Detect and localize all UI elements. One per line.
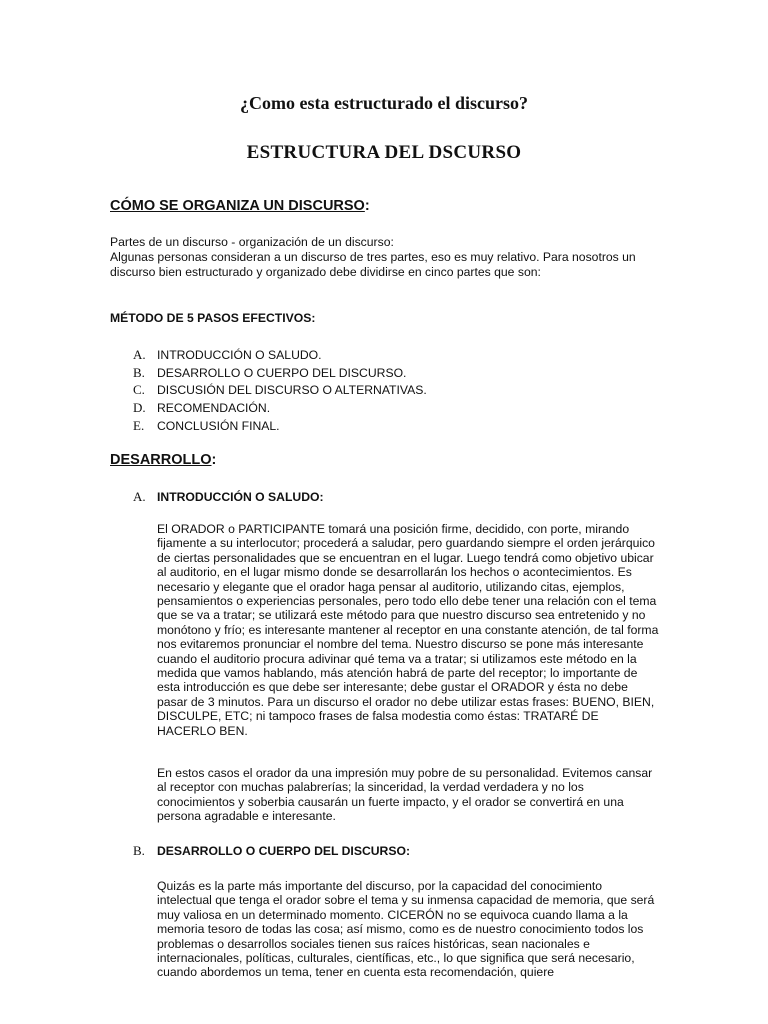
intro-line: Algunas personas consideran a un discurso de tres partes, eso es muy relativo. Para nosotros un discurso bien estructurado y organizado debe dividirse en cinco partes que son: xyxy=(110,250,636,279)
develop-heading-colon: : xyxy=(211,452,217,468)
section-a-paragraph-2: En estos casos el orador da una impresión muy pobre de su personalidad. Evitemos cansar al receptor con muchas palabrerías; la sinceridad, la verdad verdadera y no los conocimientos y soberbia causarán un fuerte impacto, y el orador se convertirá en una persona agradable e interesante. xyxy=(157,766,653,824)
step-letter: D. xyxy=(133,400,146,416)
method-heading: MÉTODO DE 5 PASOS EFECTIVOS: xyxy=(110,311,316,325)
step-item xyxy=(133,364,427,382)
section-a-letter: A. xyxy=(133,489,146,504)
step-item xyxy=(133,399,427,417)
section-b-heading xyxy=(133,843,410,859)
section-b-letter: B. xyxy=(133,843,145,858)
step-label: DISCUSIÓN DEL DISCURSO O ALTERNATIVAS. xyxy=(157,383,427,398)
step-label: INTRODUCCIÓN O SALUDO. xyxy=(157,348,322,362)
structure-title: ESTRUCTURA DEL DSCURSO xyxy=(246,142,522,163)
organize-heading xyxy=(110,198,370,214)
question-title: ¿Como esta estructurado el discurso? xyxy=(240,93,528,113)
develop-heading-text: DESARROLLO xyxy=(110,452,212,468)
step-item xyxy=(133,417,427,435)
step-letter: B. xyxy=(133,364,145,380)
step-letter: A. xyxy=(133,347,146,362)
step-label: CONCLUSIÓN FINAL. xyxy=(157,418,280,433)
step-letter: C. xyxy=(133,382,145,398)
section-b-paragraph-1: Quizás es la parte más importante del discurso, por la capacidad del conocimiento intelectual que tenga el orador sobre el tema y su inmensa capacidad de memoria, que será muy valiosa en un determinado momento. CICERÓN no se equivoca cuando llama a la memoria tesoro de todas las cosa; así mismo, como es de nuestro conocimiento todos los problemas o desarrollos sociales tienen sus raíces históricas, sean nacionales e internacionales, políticas, culturales, científicas, etc., lo que significa que será necesario, cuando abordemos un tema, tener en cuenta esta recomendación, quiere xyxy=(157,879,655,980)
step-item xyxy=(133,381,427,399)
organize-heading-colon: : xyxy=(364,198,370,214)
intro-paragraph xyxy=(110,235,670,280)
develop-heading xyxy=(110,452,216,468)
section-a-title: INTRODUCCIÓN O SALUDO: xyxy=(157,490,324,504)
steps-list xyxy=(133,346,427,434)
organize-heading-text: CÓMO SE ORGANIZA UN DISCURSO xyxy=(110,198,365,214)
section-a-paragraph-1: El ORADOR o PARTICIPANTE tomará una posición firme, decidido, con porte, mirando fijamente a su interlocutor; procederá a saludar, pero guardando siempre el orden jerárquico de ciertas personalidades que se encuentran en el lugar. Luego tendrá como objetivo ubicar al auditorio, en el lugar mismo donde se desarrollarán los hechos o acontecimientos. Es necesario y elegante que el orador haga pensar al auditorio, utilizando citas, ejemplos, pensamientos o experiencias personales, pero todo ello debe tener una relación con el tema que se va a tratar; se utilizará este método para que nuestro discurso sea entretenido y no monótono y frío; es interesante mantener al receptor en una constante atención, de tal forma nos evitaremos pronunciar el nombre del tema. Nuestro discurso se pone más interesante cuando el auditorio procura adivinar qué tema va a tratar; si utilizamos este método en la medida que vamos hablando, más atención habrá de parte del receptor; lo importante de esta introducción es que debe ser interesante; debe gustar el ORADOR y ésta no debe pasar de 3 minutos. Para un discurso el orador no debe utilizar estas frases: BUENO, BIEN, DISCULPE, ETC; ni tampoco frases de falsa modestia como éstas: TRATARÉ DE HACERLO BEN. xyxy=(157,522,659,738)
step-label: DESARROLLO O CUERPO DEL DISCURSO. xyxy=(157,365,407,380)
step-item xyxy=(133,346,427,364)
section-a-heading xyxy=(133,489,324,505)
step-letter: E. xyxy=(133,417,145,433)
section-b-title: DESARROLLO O CUERPO DEL DISCURSO: xyxy=(157,844,411,858)
step-label: RECOMENDACIÓN. xyxy=(157,401,271,416)
intro-line: Partes de un discurso - organización de un discurso: xyxy=(110,235,394,249)
